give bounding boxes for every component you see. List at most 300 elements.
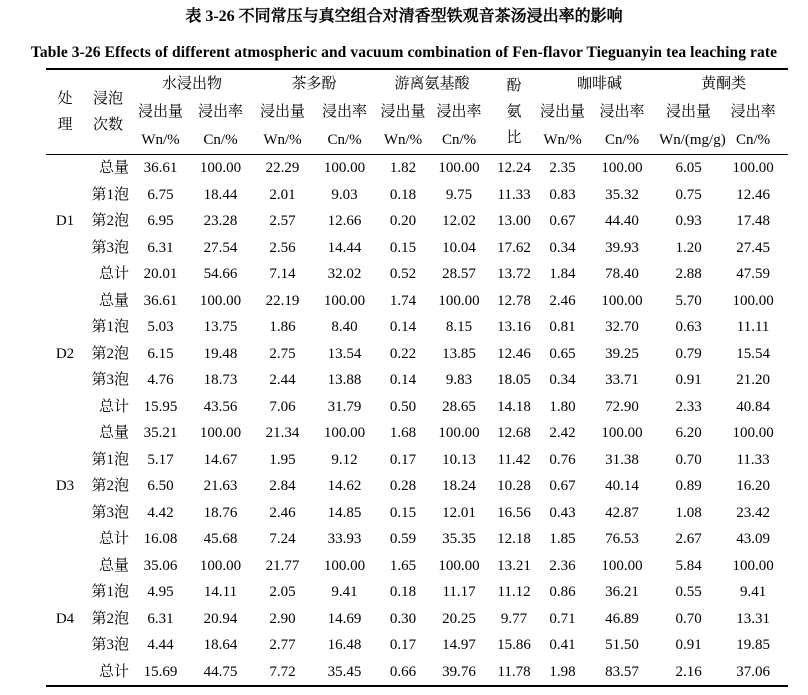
value-cell: 0.15 — [389, 239, 417, 256]
value-cell: 72.90 — [605, 398, 639, 415]
value-cell: 11.11 — [736, 319, 770, 335]
value-cell: 1.98 — [549, 663, 576, 680]
value-cell: 0.91 — [675, 372, 702, 388]
value-cell: 28.57 — [442, 266, 476, 282]
table-body — [46, 155, 788, 687]
value-cell: 100.00 — [601, 292, 643, 309]
value-cell: 23.28 — [203, 213, 238, 229]
value-cell: 9.41 — [331, 584, 358, 600]
value-cell: 100.00 — [732, 425, 774, 441]
header-treatment-line1: 处 — [57, 91, 73, 107]
value-cell: 19.48 — [203, 345, 238, 362]
value-cell: 12.01 — [442, 504, 476, 521]
value-cell: 1.82 — [389, 160, 417, 176]
table-row — [46, 367, 788, 394]
value-cell: 44.75 — [203, 663, 238, 680]
table-header — [46, 69, 788, 155]
soak-label-cell: 第2泡 — [91, 213, 129, 229]
value-cell: 13.00 — [497, 213, 531, 229]
value-cell: 9.03 — [331, 186, 358, 203]
value-cell: 21.20 — [736, 372, 770, 388]
value-cell: 40.14 — [605, 478, 639, 494]
soak-label-cell: 总量 — [98, 292, 129, 309]
value-cell: 0.70 — [675, 451, 702, 468]
table-row — [46, 500, 788, 527]
value-cell: 10.28 — [497, 478, 531, 494]
value-cell: 14.44 — [327, 239, 362, 256]
header-unit: Cn/% — [441, 132, 477, 148]
value-cell: 2.16 — [675, 663, 702, 680]
value-cell: 9.83 — [445, 372, 473, 388]
value-cell: 5.84 — [675, 557, 702, 574]
value-cell: 0.70 — [675, 610, 702, 627]
value-cell: 100.00 — [438, 425, 480, 441]
header-group-polyphenols: 茶多酚 — [291, 76, 337, 92]
value-cell: 13.21 — [497, 557, 531, 574]
header-rate-label: 浸出率 — [198, 104, 244, 120]
header-row-sublabels — [46, 98, 788, 126]
value-cell: 83.57 — [605, 663, 639, 680]
header-group-caffeine: 咖啡碱 — [577, 76, 623, 92]
table-row — [46, 208, 788, 235]
table-row — [46, 261, 788, 288]
value-cell: 2.67 — [675, 531, 702, 547]
value-cell: 5.70 — [675, 292, 702, 309]
value-cell: 0.89 — [675, 478, 702, 494]
value-cell: 2.46 — [549, 292, 576, 309]
value-cell: 0.50 — [389, 398, 417, 415]
value-cell: 12.66 — [327, 213, 362, 229]
value-cell: 2.35 — [549, 160, 576, 176]
table-row — [46, 288, 788, 315]
soak-label-cell: 总量 — [98, 425, 129, 441]
value-cell: 6.20 — [675, 425, 702, 441]
table-row — [46, 447, 788, 474]
value-cell: 0.76 — [549, 451, 576, 468]
value-cell: 11.33 — [497, 186, 531, 203]
table-row — [46, 553, 788, 580]
header-unit: Wn/% — [141, 132, 180, 148]
value-cell: 31.38 — [605, 451, 639, 468]
table-row — [46, 473, 788, 500]
value-cell: 35.45 — [327, 663, 362, 680]
value-cell: 39.25 — [605, 345, 639, 362]
value-cell: 16.48 — [327, 637, 362, 653]
value-cell: 14.69 — [327, 610, 362, 627]
value-cell: 1.84 — [549, 266, 576, 282]
value-cell: 13.54 — [327, 345, 362, 362]
value-cell: 11.12 — [497, 584, 531, 600]
value-cell: 12.46 — [736, 186, 770, 203]
value-cell: 21.34 — [265, 425, 300, 441]
value-cell: 100.00 — [323, 292, 366, 309]
value-cell: 32.70 — [605, 319, 639, 335]
value-cell: 37.06 — [736, 663, 770, 680]
value-cell: 14.11 — [203, 584, 238, 600]
value-cell: 51.50 — [605, 637, 639, 653]
header-phenol-ammonia-ratio — [488, 69, 540, 155]
value-cell: 1.08 — [675, 504, 702, 521]
value-cell: 1.85 — [549, 531, 576, 547]
value-cell: 12.46 — [497, 345, 531, 362]
value-cell: 0.66 — [389, 663, 417, 680]
value-cell: 5.17 — [147, 451, 174, 468]
value-cell: 17.48 — [736, 213, 770, 229]
value-cell: 100.00 — [601, 557, 643, 574]
value-cell: 12.68 — [497, 425, 531, 441]
header-amount-label: 浸出量 — [380, 104, 426, 120]
soak-label-cell: 第2泡 — [91, 345, 129, 362]
value-cell: 100.00 — [438, 160, 480, 176]
value-cell: 10.04 — [442, 239, 476, 256]
soak-label-cell: 第1泡 — [91, 451, 129, 468]
value-cell: 9.75 — [445, 186, 473, 203]
value-cell: 100.00 — [438, 292, 480, 309]
value-cell: 20.25 — [442, 610, 476, 627]
value-cell: 100.00 — [601, 425, 643, 441]
value-cell: 7.24 — [269, 531, 296, 547]
table-title-zh: 表 3-26 不同常压与真空组合对清香型铁观音茶汤浸出率的影响 — [185, 8, 623, 25]
value-cell: 0.71 — [549, 610, 576, 627]
value-cell: 31.79 — [327, 398, 362, 415]
data-table — [46, 68, 788, 687]
value-cell: 13.88 — [327, 372, 362, 388]
value-cell: 9.12 — [331, 451, 358, 468]
value-cell: 2.36 — [549, 557, 576, 574]
value-cell: 5.03 — [147, 319, 174, 335]
soak-label-cell: 第3泡 — [91, 239, 129, 256]
value-cell: 0.34 — [549, 239, 576, 256]
value-cell: 43.09 — [736, 531, 770, 547]
value-cell: 0.67 — [549, 213, 576, 229]
value-cell: 6.15 — [147, 345, 174, 362]
value-cell: 2.33 — [675, 398, 702, 415]
value-cell: 11.33 — [736, 451, 770, 468]
value-cell: 14.85 — [327, 504, 362, 521]
value-cell: 2.46 — [269, 504, 296, 521]
header-rate-label: 浸出率 — [599, 104, 645, 120]
value-cell: 40.84 — [736, 398, 770, 415]
value-cell: 21.63 — [203, 478, 238, 494]
table-row — [46, 579, 788, 606]
value-cell: 100.00 — [323, 160, 366, 176]
value-cell: 18.24 — [442, 478, 476, 494]
value-cell: 4.76 — [147, 372, 174, 388]
soak-label-cell: 总量 — [98, 557, 129, 574]
header-ratio-line2: 氨 — [506, 104, 522, 120]
value-cell: 0.28 — [389, 478, 417, 494]
value-cell: 2.01 — [269, 186, 296, 203]
value-cell: 100.00 — [323, 557, 366, 574]
value-cell: 0.65 — [549, 345, 576, 362]
header-amount-label: 浸出量 — [666, 104, 712, 120]
value-cell: 0.75 — [675, 186, 702, 203]
table-row — [46, 235, 788, 262]
value-cell: 14.62 — [327, 478, 362, 494]
value-cell: 100.00 — [323, 425, 366, 441]
table-caption-en: Table 3-26 Effects of different atmospheric and vacuum combination of Fen-flavor Tieguanyin tea leaching rate — [30, 44, 778, 61]
value-cell: 76.53 — [605, 531, 639, 547]
soak-label-cell: 总计 — [98, 398, 129, 415]
header-group-water-extract: 水浸出物 — [162, 76, 223, 92]
table-row — [46, 341, 788, 368]
soak-label-cell: 第3泡 — [91, 372, 129, 388]
soak-label-cell: 第2泡 — [91, 610, 129, 627]
header-treatment-line2: 理 — [57, 117, 73, 133]
value-cell: 43.56 — [203, 398, 238, 415]
value-cell: 8.15 — [445, 319, 473, 335]
value-cell: 13.31 — [736, 610, 770, 627]
soak-label-cell: 第1泡 — [91, 584, 129, 600]
table-row — [46, 420, 788, 447]
header-soak-line1: 浸泡 — [92, 91, 123, 107]
value-cell: 11.17 — [442, 584, 476, 600]
value-cell: 0.81 — [549, 319, 576, 335]
value-cell: 46.89 — [605, 610, 639, 627]
value-cell: 13.72 — [497, 266, 531, 282]
value-cell: 0.91 — [675, 637, 702, 653]
value-cell: 2.57 — [269, 213, 296, 229]
soak-label-cell: 第2泡 — [91, 478, 129, 494]
soak-label-cell: 总计 — [98, 266, 129, 282]
value-cell: 0.86 — [549, 584, 576, 600]
value-cell: 78.40 — [605, 266, 639, 282]
value-cell: 0.17 — [389, 637, 417, 653]
value-cell: 100.00 — [601, 160, 643, 176]
value-cell: 100.00 — [199, 425, 242, 441]
value-cell: 100.00 — [199, 557, 242, 574]
value-cell: 11.42 — [497, 451, 531, 468]
value-cell: 16.56 — [497, 504, 531, 521]
value-cell: 1.20 — [675, 239, 702, 256]
value-cell: 2.05 — [269, 584, 296, 600]
value-cell: 16.08 — [143, 531, 178, 547]
header-unit: Wn/% — [263, 132, 302, 148]
value-cell: 35.32 — [605, 186, 639, 203]
value-cell: 13.16 — [497, 319, 531, 335]
value-cell: 12.24 — [497, 160, 531, 176]
header-row-units — [46, 126, 788, 155]
header-unit: Cn/% — [604, 132, 640, 148]
treatment-cell: D3 — [55, 478, 75, 494]
value-cell: 35.06 — [143, 557, 178, 574]
header-unit: Wn/% — [383, 132, 423, 148]
value-cell: 0.34 — [549, 372, 576, 388]
value-cell: 2.77 — [269, 637, 296, 653]
soak-label-cell: 总计 — [98, 531, 129, 547]
soak-label-cell: 总量 — [98, 160, 129, 176]
value-cell: 6.95 — [147, 213, 174, 229]
value-cell: 0.63 — [675, 319, 702, 335]
value-cell: 9.41 — [739, 584, 767, 600]
value-cell: 17.62 — [497, 239, 531, 256]
value-cell: 0.67 — [549, 478, 576, 494]
value-cell: 0.22 — [389, 345, 417, 362]
soak-label-cell: 第1泡 — [91, 186, 129, 203]
value-cell: 1.95 — [269, 451, 296, 468]
value-cell: 19.85 — [736, 637, 770, 653]
value-cell: 15.86 — [497, 637, 531, 653]
value-cell: 15.54 — [736, 345, 770, 362]
value-cell: 0.59 — [389, 531, 417, 547]
value-cell: 100.00 — [199, 160, 242, 176]
header-ratio-line3: 比 — [506, 130, 522, 146]
header-soak-line2: 次数 — [92, 117, 123, 133]
value-cell: 27.45 — [736, 239, 770, 256]
value-cell: 20.01 — [143, 266, 178, 282]
value-cell: 39.76 — [442, 663, 476, 680]
value-cell: 11.78 — [497, 663, 531, 680]
value-cell: 6.31 — [147, 610, 174, 627]
value-cell: 100.00 — [732, 292, 774, 309]
header-unit: Cn/% — [203, 132, 238, 148]
value-cell: 6.50 — [147, 478, 174, 494]
table-row — [46, 526, 788, 553]
value-cell: 6.75 — [147, 186, 174, 203]
value-cell: 12.02 — [442, 213, 476, 229]
value-cell: 33.71 — [605, 372, 639, 388]
table-row — [46, 314, 788, 341]
header-unit: Wn/(mg/g) — [659, 132, 726, 148]
table-row — [46, 632, 788, 659]
value-cell: 0.18 — [389, 186, 417, 203]
value-cell: 22.29 — [265, 160, 300, 176]
value-cell: 0.17 — [389, 451, 417, 468]
treatment-cell: D2 — [55, 345, 75, 362]
value-cell: 18.44 — [203, 186, 238, 203]
value-cell: 14.67 — [203, 451, 238, 468]
value-cell: 100.00 — [732, 557, 774, 574]
table-row — [46, 182, 788, 209]
value-cell: 0.83 — [549, 186, 576, 203]
value-cell: 0.52 — [389, 266, 417, 282]
value-cell: 35.35 — [442, 531, 476, 547]
table-row — [46, 394, 788, 421]
value-cell: 7.14 — [269, 266, 296, 282]
value-cell: 18.05 — [497, 372, 531, 388]
value-cell: 8.40 — [331, 319, 358, 335]
value-cell: 33.93 — [327, 531, 362, 547]
soak-label-cell: 总计 — [98, 663, 129, 680]
value-cell: 23.42 — [736, 504, 770, 521]
value-cell: 100.00 — [732, 160, 774, 176]
value-cell: 36.61 — [143, 160, 178, 176]
value-cell: 100.00 — [199, 292, 242, 309]
value-cell: 13.75 — [203, 319, 238, 335]
value-cell: 1.86 — [269, 319, 296, 335]
value-cell: 42.87 — [605, 504, 639, 521]
value-cell: 21.77 — [265, 557, 300, 574]
table-row — [46, 606, 788, 633]
value-cell: 0.41 — [549, 637, 576, 653]
value-cell: 0.14 — [389, 319, 417, 335]
value-cell: 14.97 — [442, 637, 476, 653]
value-cell: 100.00 — [438, 557, 480, 574]
treatment-cell: D4 — [55, 610, 75, 627]
value-cell: 16.20 — [736, 478, 770, 494]
value-cell: 32.02 — [327, 266, 362, 282]
value-cell: 4.44 — [147, 637, 174, 653]
value-cell: 12.18 — [497, 531, 531, 547]
value-cell: 2.44 — [269, 372, 296, 388]
value-cell: 0.30 — [389, 610, 417, 627]
value-cell: 7.06 — [269, 398, 296, 415]
value-cell: 0.14 — [389, 372, 417, 388]
value-cell: 0.20 — [389, 213, 417, 229]
value-cell: 18.64 — [203, 637, 238, 653]
value-cell: 45.68 — [203, 531, 238, 547]
value-cell: 0.55 — [675, 584, 702, 600]
value-cell: 2.88 — [675, 266, 702, 282]
table-row — [46, 155, 788, 182]
value-cell: 0.15 — [389, 504, 417, 521]
header-amount-label: 浸出量 — [137, 104, 183, 120]
header-amount-label: 浸出量 — [260, 104, 306, 120]
value-cell: 10.13 — [442, 451, 476, 468]
value-cell: 18.76 — [203, 504, 238, 521]
value-cell: 12.78 — [497, 292, 531, 309]
value-cell: 2.90 — [269, 610, 296, 627]
value-cell: 0.93 — [675, 213, 702, 229]
value-cell: 15.69 — [143, 663, 178, 680]
header-amount-label: 浸出量 — [540, 104, 586, 120]
soak-label-cell: 第3泡 — [91, 504, 129, 521]
value-cell: 4.95 — [147, 584, 174, 600]
value-cell: 7.72 — [269, 663, 296, 680]
value-cell: 2.56 — [269, 239, 296, 256]
value-cell: 20.94 — [203, 610, 238, 627]
value-cell: 15.95 — [143, 398, 178, 415]
table-row — [46, 659, 788, 687]
header-rate-label: 浸出率 — [730, 104, 776, 120]
value-cell: 0.43 — [549, 504, 576, 521]
header-row-groups — [46, 69, 788, 98]
value-cell: 6.05 — [675, 160, 702, 176]
value-cell: 47.59 — [736, 266, 770, 282]
value-cell: 2.42 — [549, 425, 576, 441]
treatment-cell: D1 — [55, 213, 75, 229]
header-group-amino-acids: 游离氨基酸 — [394, 76, 470, 92]
value-cell: 1.65 — [389, 557, 417, 574]
header-unit: Cn/% — [735, 132, 771, 148]
value-cell: 1.74 — [389, 292, 417, 309]
value-cell: 18.73 — [203, 372, 238, 388]
value-cell: 36.61 — [143, 292, 178, 309]
value-cell: 1.80 — [549, 398, 576, 415]
header-unit: Wn/% — [543, 132, 582, 148]
value-cell: 36.21 — [605, 584, 639, 600]
value-cell: 2.75 — [269, 345, 296, 362]
header-treatment — [46, 69, 84, 155]
value-cell: 2.84 — [269, 478, 296, 494]
value-cell: 22.19 — [265, 292, 300, 309]
value-cell: 6.31 — [147, 239, 174, 256]
value-cell: 4.42 — [147, 504, 174, 521]
value-cell: 39.93 — [605, 239, 639, 256]
value-cell: 14.18 — [497, 398, 531, 415]
header-soak-times — [84, 69, 132, 155]
header-unit: Cn/% — [327, 132, 362, 148]
soak-label-cell: 第3泡 — [91, 637, 129, 653]
header-group-flavonoids: 黄酮类 — [701, 76, 747, 92]
value-cell: 27.54 — [203, 239, 238, 256]
value-cell: 28.65 — [442, 398, 476, 415]
header-rate-label: 浸出率 — [322, 104, 368, 120]
value-cell: 1.68 — [389, 425, 417, 441]
value-cell: 0.79 — [675, 345, 702, 362]
value-cell: 13.85 — [442, 345, 476, 362]
header-ratio-line1: 酚 — [506, 78, 522, 94]
